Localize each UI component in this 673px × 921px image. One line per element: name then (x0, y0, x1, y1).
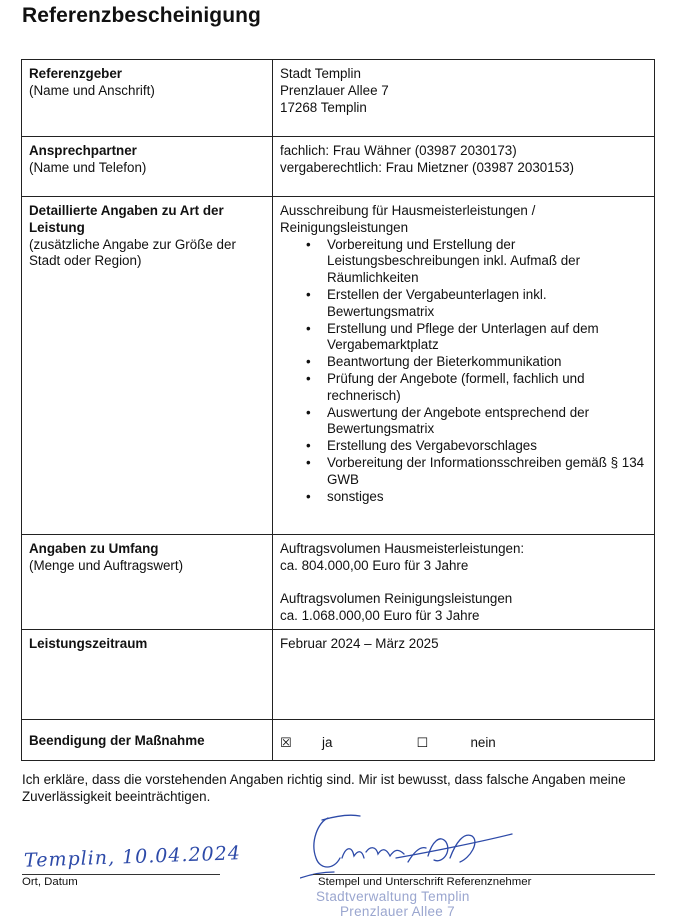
row-angaben (22, 197, 655, 535)
label-cell (22, 197, 273, 535)
row-sublabel: (Menge und Auftragswert) (29, 557, 184, 573)
declaration-text: Ich erkläre, dass die vorstehenden Angaben richtig sind. Mir ist bewusst, dass falsche Angaben meine Zuverlässigkeit beeinträchtigen. (22, 772, 626, 804)
row-label: Ansprechpartner (29, 143, 137, 158)
value-line: vergaberechtlich: Frau Mietzner (03987 2030153) (280, 159, 575, 175)
list-item: • Erstellung und Pflege der Unterlagen auf dem Vergabemarktplatz (327, 321, 647, 355)
list-item: • Erstellen der Vergabeunterlagen inkl. Bewertungsmatrix (327, 287, 647, 321)
list-item: • Erstellung des Vergabevorschlages (327, 438, 647, 455)
row-label: Beendigung der Maßnahme (29, 732, 205, 748)
reference-table (21, 59, 655, 761)
list-item: • sonstiges (327, 489, 647, 506)
label-cell (22, 629, 273, 719)
value-line: fachlich: Frau Wähner (03987 2030173) (280, 143, 517, 158)
row-label: Referenzgeber (29, 66, 123, 81)
value-line: Auftragsvolumen Hausmeisterleistungen: (280, 541, 525, 556)
value-cell (273, 197, 655, 535)
place-date-line (22, 874, 220, 875)
list-item: • Beantwortung der Bieterkommunikation (327, 354, 647, 371)
row-ansprechpartner (22, 137, 655, 197)
value-cell (273, 719, 655, 760)
task-list (280, 237, 647, 506)
list-item: • Vorbereitung und Erstellung der Leistungsbeschreibungen inkl. Aufmaß der Räumlichkeiten (327, 237, 647, 287)
completion-options (280, 731, 647, 752)
stamp-line: Stadtverwaltung Templin (316, 889, 470, 904)
row-umfang (22, 535, 655, 630)
value-cell (273, 60, 655, 137)
value-line: Auftragsvolumen Reinigungsleistungen (280, 591, 513, 607)
value-line: Stadt Templin (280, 66, 361, 81)
document-title: Referenzbescheinigung (22, 4, 261, 27)
value-line: ca. 1.068.000,00 Euro für 3 Jahre (280, 608, 480, 624)
label-cell (22, 535, 273, 630)
official-stamp (316, 889, 470, 919)
list-item: • Vorbereitung der Informationsschreiben gemäß § 134 GWB (327, 455, 647, 489)
stamp-signature-caption: Stempel und Unterschrift Referenznehmer (318, 876, 532, 888)
stamp-signature-line (313, 874, 655, 875)
handwritten-place-date: Templin, 10.04.2024 (23, 842, 242, 872)
label-cell (22, 60, 273, 137)
list-item: • Prüfung der Angebote (formell, fachlich und rechnerisch) (327, 371, 647, 405)
row-sublabel: (zusätzliche Angabe zur Größe der Stadt oder Region) (29, 236, 236, 269)
row-label: Angaben zu Umfang (29, 541, 159, 556)
row-label: Leistungszeitraum (29, 635, 148, 651)
value-cell (273, 629, 655, 719)
row-referenzgeber (22, 60, 655, 137)
value-line: Februar 2024 – März 2025 (280, 635, 439, 651)
row-sublabel: (Name und Anschrift) (29, 82, 155, 98)
value-line: Prenzlauer Allee 7 (280, 82, 389, 98)
nein-label: nein (470, 734, 496, 750)
row-label: Detaillierte Angaben zu Art der Leistung (29, 203, 224, 235)
label-cell (22, 137, 273, 197)
row-zeitraum (22, 629, 655, 719)
value-line: 17268 Templin (280, 99, 367, 115)
nein-checkbox[interactable]: ☐ (416, 734, 429, 750)
ja-checkbox[interactable]: ☒ (280, 734, 292, 750)
tasks-intro: Ausschreibung für Hausmeisterleistungen / Reinigungsleistungen (280, 203, 536, 235)
value-line: ca. 804.000,00 Euro für 3 Jahre (280, 557, 469, 573)
row-sublabel: (Name und Telefon) (29, 159, 147, 175)
label-cell (22, 719, 273, 760)
ja-label: ja (322, 734, 333, 750)
stamp-line: Prenzlauer Allee 7 (340, 904, 455, 919)
list-item: • Auswertung der Angebote entsprechend der Bewertungsmatrix (327, 405, 647, 439)
value-cell (273, 137, 655, 197)
row-beendigung (22, 719, 655, 760)
value-cell (273, 535, 655, 630)
place-date-caption: Ort, Datum (22, 876, 78, 888)
